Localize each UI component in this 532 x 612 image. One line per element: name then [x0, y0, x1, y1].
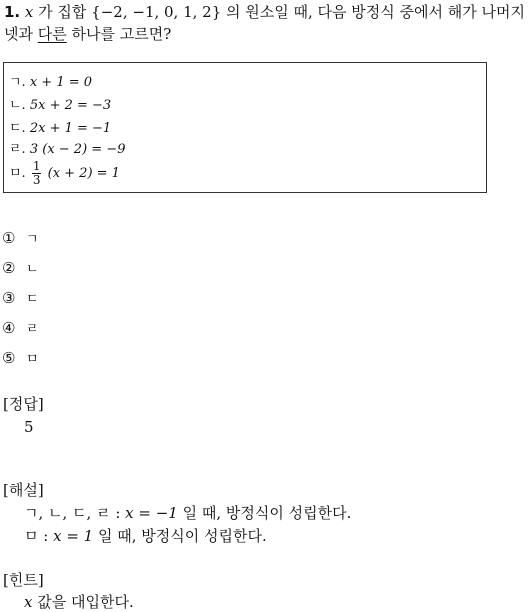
choice-marker: ① [2, 229, 16, 247]
choice-label: ㄴ [26, 262, 39, 277]
choice-1[interactable] [2, 228, 39, 250]
explanation-line-2 [24, 526, 267, 546]
hint-text: 값을 대입한다. [32, 593, 134, 611]
choice-2[interactable] [2, 258, 39, 280]
question-text-1: 가 집합 {−2, −1, 0, 1, 2} 의 원소일 때, 다음 방정식 중에서 해가 나머지 [38, 3, 525, 21]
question-variable: x [24, 3, 34, 21]
hint-variable: x [24, 593, 33, 611]
hint-line [24, 592, 134, 612]
explanation-line-1 [24, 503, 351, 523]
box-item-label: ㄹ. [9, 142, 26, 157]
choice-label: ㅁ [26, 352, 39, 367]
explanation-labels: ㅁ : [24, 527, 54, 545]
choice-4[interactable] [2, 318, 39, 340]
fraction [32, 160, 42, 187]
equation-box [3, 62, 487, 193]
choice-label: ㄱ [26, 232, 39, 247]
choice-marker: ⑤ [2, 349, 16, 367]
answer-heading: [정답] [3, 395, 44, 413]
box-item-equation: x + 1 = 0 [29, 75, 93, 90]
explanation-labels: ㄱ, ㄴ, ㄷ, ㄹ : [24, 504, 126, 522]
explanation-equation: x = −1 [125, 504, 178, 522]
question-text-2b: 하나를 고르면? [66, 25, 172, 43]
choice-5[interactable] [2, 348, 39, 370]
explanation-text: 일 때, 방정식이 성립한다. [177, 504, 352, 522]
question-line-1 [4, 2, 525, 22]
choice-marker: ② [2, 259, 16, 277]
fraction-numerator: 1 [32, 159, 41, 173]
question-text-2a: 넷과 [4, 25, 38, 43]
box-item-label: ㄴ. [9, 98, 26, 113]
box-item-2 [9, 97, 111, 114]
question-line-2 [4, 24, 171, 44]
explanation-heading: [해설] [3, 481, 44, 499]
hint-heading: [힌트] [3, 571, 44, 589]
choice-label: ㄹ [26, 322, 39, 337]
answer-value: 5 [24, 418, 34, 436]
explanation-text: 일 때, 방정식이 성립한다. [93, 527, 267, 545]
box-item-label: ㄷ. [9, 121, 26, 136]
box-item-4 [9, 141, 125, 158]
choice-label: ㄷ [26, 292, 39, 307]
choice-marker: ③ [2, 289, 16, 307]
fraction-denominator: 3 [32, 173, 41, 187]
choice-3[interactable] [2, 288, 39, 310]
box-item-label: ㅁ. [9, 166, 26, 181]
box-item-equation: (x + 2) = 1 [47, 166, 120, 181]
question-underlined-word: 다른 [37, 25, 67, 43]
box-item-equation: 5x + 2 = −3 [29, 98, 112, 113]
question-number: 1. [4, 3, 21, 21]
box-item-equation: 3 (x − 2) = −9 [29, 142, 126, 157]
box-item-3 [9, 120, 111, 137]
box-item-1 [9, 74, 92, 91]
explanation-equation: x = 1 [53, 527, 94, 545]
choice-marker: ④ [2, 319, 16, 337]
box-item-5 [9, 160, 120, 187]
box-item-equation: 2x + 1 = −1 [29, 121, 112, 136]
box-item-label: ㄱ. [9, 75, 26, 90]
